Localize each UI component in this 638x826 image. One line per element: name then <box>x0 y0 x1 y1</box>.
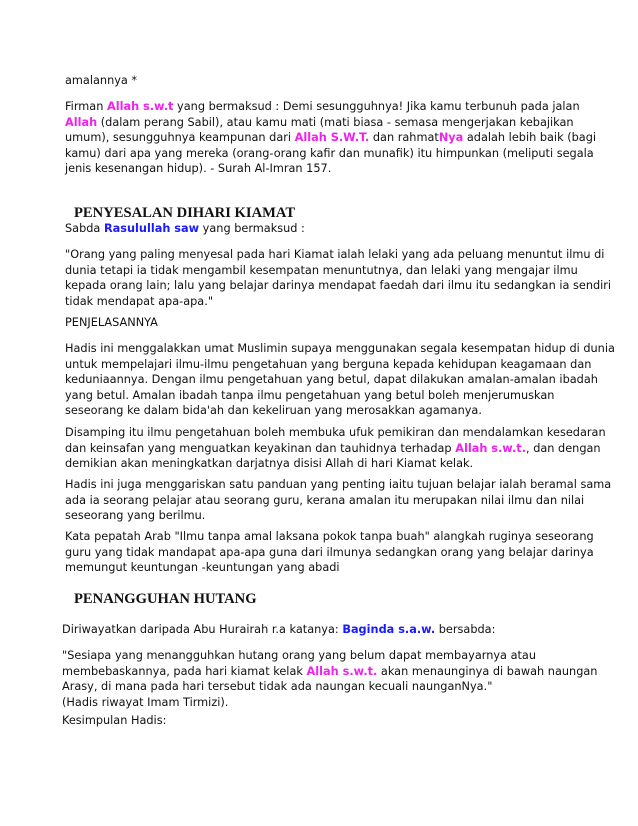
text-line: demikian akan meningkatkan darjatnya disisi Allah di hari Kiamat kelak. <box>65 457 474 471</box>
section-heading-penyesalan: PENYESALAN DIHARI KIAMAT <box>74 205 296 221</box>
text: membebaskannya, pada hari kiamat kelak <box>62 664 307 678</box>
text: bersabda: <box>435 623 496 636</box>
paragraph-sabda <box>65 221 305 237</box>
highlight-allah: Allah S.W.T. <box>294 131 370 145</box>
text-line: ada ia seorang pelajar atau seorang guru, kerana amalan itu merupakan nilai ilmu dan nilai <box>65 493 585 507</box>
paragraph-explanation-2 <box>65 425 606 472</box>
highlight-nya: Nya <box>438 131 464 145</box>
text: yang bermaksud : <box>199 222 305 235</box>
text-line <box>62 622 495 638</box>
paragraph-firman <box>65 99 596 177</box>
paragraph-penjelasannya <box>65 315 158 331</box>
text-line: amalannya * <box>65 74 138 87</box>
text-line: memungut keuntungan -keuntungan yang abadi <box>65 561 340 575</box>
text: umum), sesungguhnya keampunan dari <box>65 131 295 145</box>
paragraph-hadis-hutang <box>62 648 597 710</box>
section-heading-penangguhan: PENANGGUHAN HUTANG <box>74 591 257 607</box>
paragraph-amalannya <box>65 73 137 89</box>
paragraph-diriwayatkan <box>62 622 495 638</box>
text-line: seseorang ke dalam bida'ah dan kekeliruan yang merosakkan agamanya. <box>65 404 482 418</box>
text-line: kepada orang lain; lalu yang belajar darinya mendapat faedah dari ilmu itu sedangkan ia sendiri <box>65 279 612 293</box>
text: , dan dengan <box>526 441 601 455</box>
paragraph-explanation-1 <box>65 341 615 419</box>
paragraph-hadis-quote <box>65 247 611 309</box>
text-line: Hadis ini juga menggariskan satu panduan yang penting iaitu tujuan belajar ialah beramal sama <box>65 478 612 491</box>
text-line: guru yang tidak mandapat apa-apa guna dari ilmunya sedangkan orang yang belajar darinya <box>65 545 594 559</box>
highlight-rasulullah: Rasulullah saw <box>103 222 200 235</box>
text-line: kamu) dari apa yang mereka (orang-orang kafir dan munafik) itu himpunkan (meliputi segala <box>65 146 594 160</box>
text-line <box>65 130 596 146</box>
text: akan menaunginya di bawah naungan <box>377 664 598 678</box>
highlight-allah: Allah s.w.t. <box>455 441 527 455</box>
text: (dalam perang Sabil), atau kamu mati (mati biasa - semasa mengerjakan kebajikan <box>97 115 574 129</box>
text-line: Disamping itu ilmu pengetahuan boleh membuka ufuk pemikiran dan mendalamkan kesedaran <box>65 426 606 439</box>
text-line: untuk mempelajari ilmu-ilmu pengetahuan yang berguna kepada kehidupan keagamaan dan <box>65 357 592 371</box>
text-line: PENJELASANNYA <box>65 316 158 329</box>
text-line: Kata pepatah Arab "Ilmu tanpa amal laksana pokok tanpa buah" alangkah ruginya seseorang <box>65 530 594 543</box>
text-line <box>65 221 305 237</box>
text: Diriwayatkan daripada Abu Hurairah r.a katanya: <box>62 623 343 636</box>
highlight-baginda: Baginda s.a.w. <box>342 623 436 636</box>
highlight-allah: Allah s.w.t <box>106 100 174 113</box>
text-line <box>62 664 597 680</box>
text: Sabda <box>65 222 104 235</box>
text-line <box>65 115 596 131</box>
text-line: Hadis ini menggalakkan umat Muslimin supaya menggunakan segala kesempatan hidup di dunia <box>65 342 615 355</box>
text: yang bermaksud : Demi sesungguhnya! Jika kamu terbunuh pada jalan <box>173 100 580 113</box>
text-line: "Orang yang paling menyesal pada hari Kiamat ialah lelaki yang ada peluang menuntut ilmu di <box>65 248 605 261</box>
text-line: Arasy, di mana pada hari tersebut tidak ada naungan kecuali naunganNya." <box>62 680 493 694</box>
text: dan rahmat <box>369 131 439 145</box>
paragraph-explanation-3 <box>65 477 611 524</box>
text: Firman <box>65 100 107 113</box>
text-line: Kesimpulan Hadis: <box>62 714 167 727</box>
text-line: jenis kesenangan hidup). - Surah Al-Imran 157. <box>65 162 332 176</box>
text-line: keduniaannya. Dengan ilmu pengetahuan yang betul, dapat dilakukan amalan-amalan ibadah <box>65 373 598 387</box>
paragraph-kesimpulan <box>62 713 166 729</box>
text-line <box>65 441 606 457</box>
text-line: tidak mendapat apa-apa." <box>65 294 214 308</box>
text-line: "Sesiapa yang menangguhkan hutang orang yang belum dapat membayarnya atau <box>62 649 537 662</box>
paragraph-explanation-4 <box>65 529 594 576</box>
text-line: yang betul. Amalan ibadah tanpa ilmu pengetahuan yang betul boleh menjerumuskan <box>65 388 555 402</box>
text-line: dunia tetapi ia tidak mengambil kesempatan menuntutnya, dan lelaki yang mengajar ilmu <box>65 263 578 277</box>
text-line: seseorang yang berilmu. <box>65 509 206 523</box>
text: adalah lebih baik (bagi <box>463 131 597 145</box>
text-line <box>65 99 596 115</box>
text-line: (Hadis riwayat Imam Tirmizi). <box>62 695 229 709</box>
text: dan keinsafan yang menguatkan keyakinan dan tauhidnya terhadap <box>65 441 456 455</box>
highlight-allah: Allah <box>65 115 98 129</box>
highlight-allah: Allah s.w.t. <box>306 664 378 678</box>
